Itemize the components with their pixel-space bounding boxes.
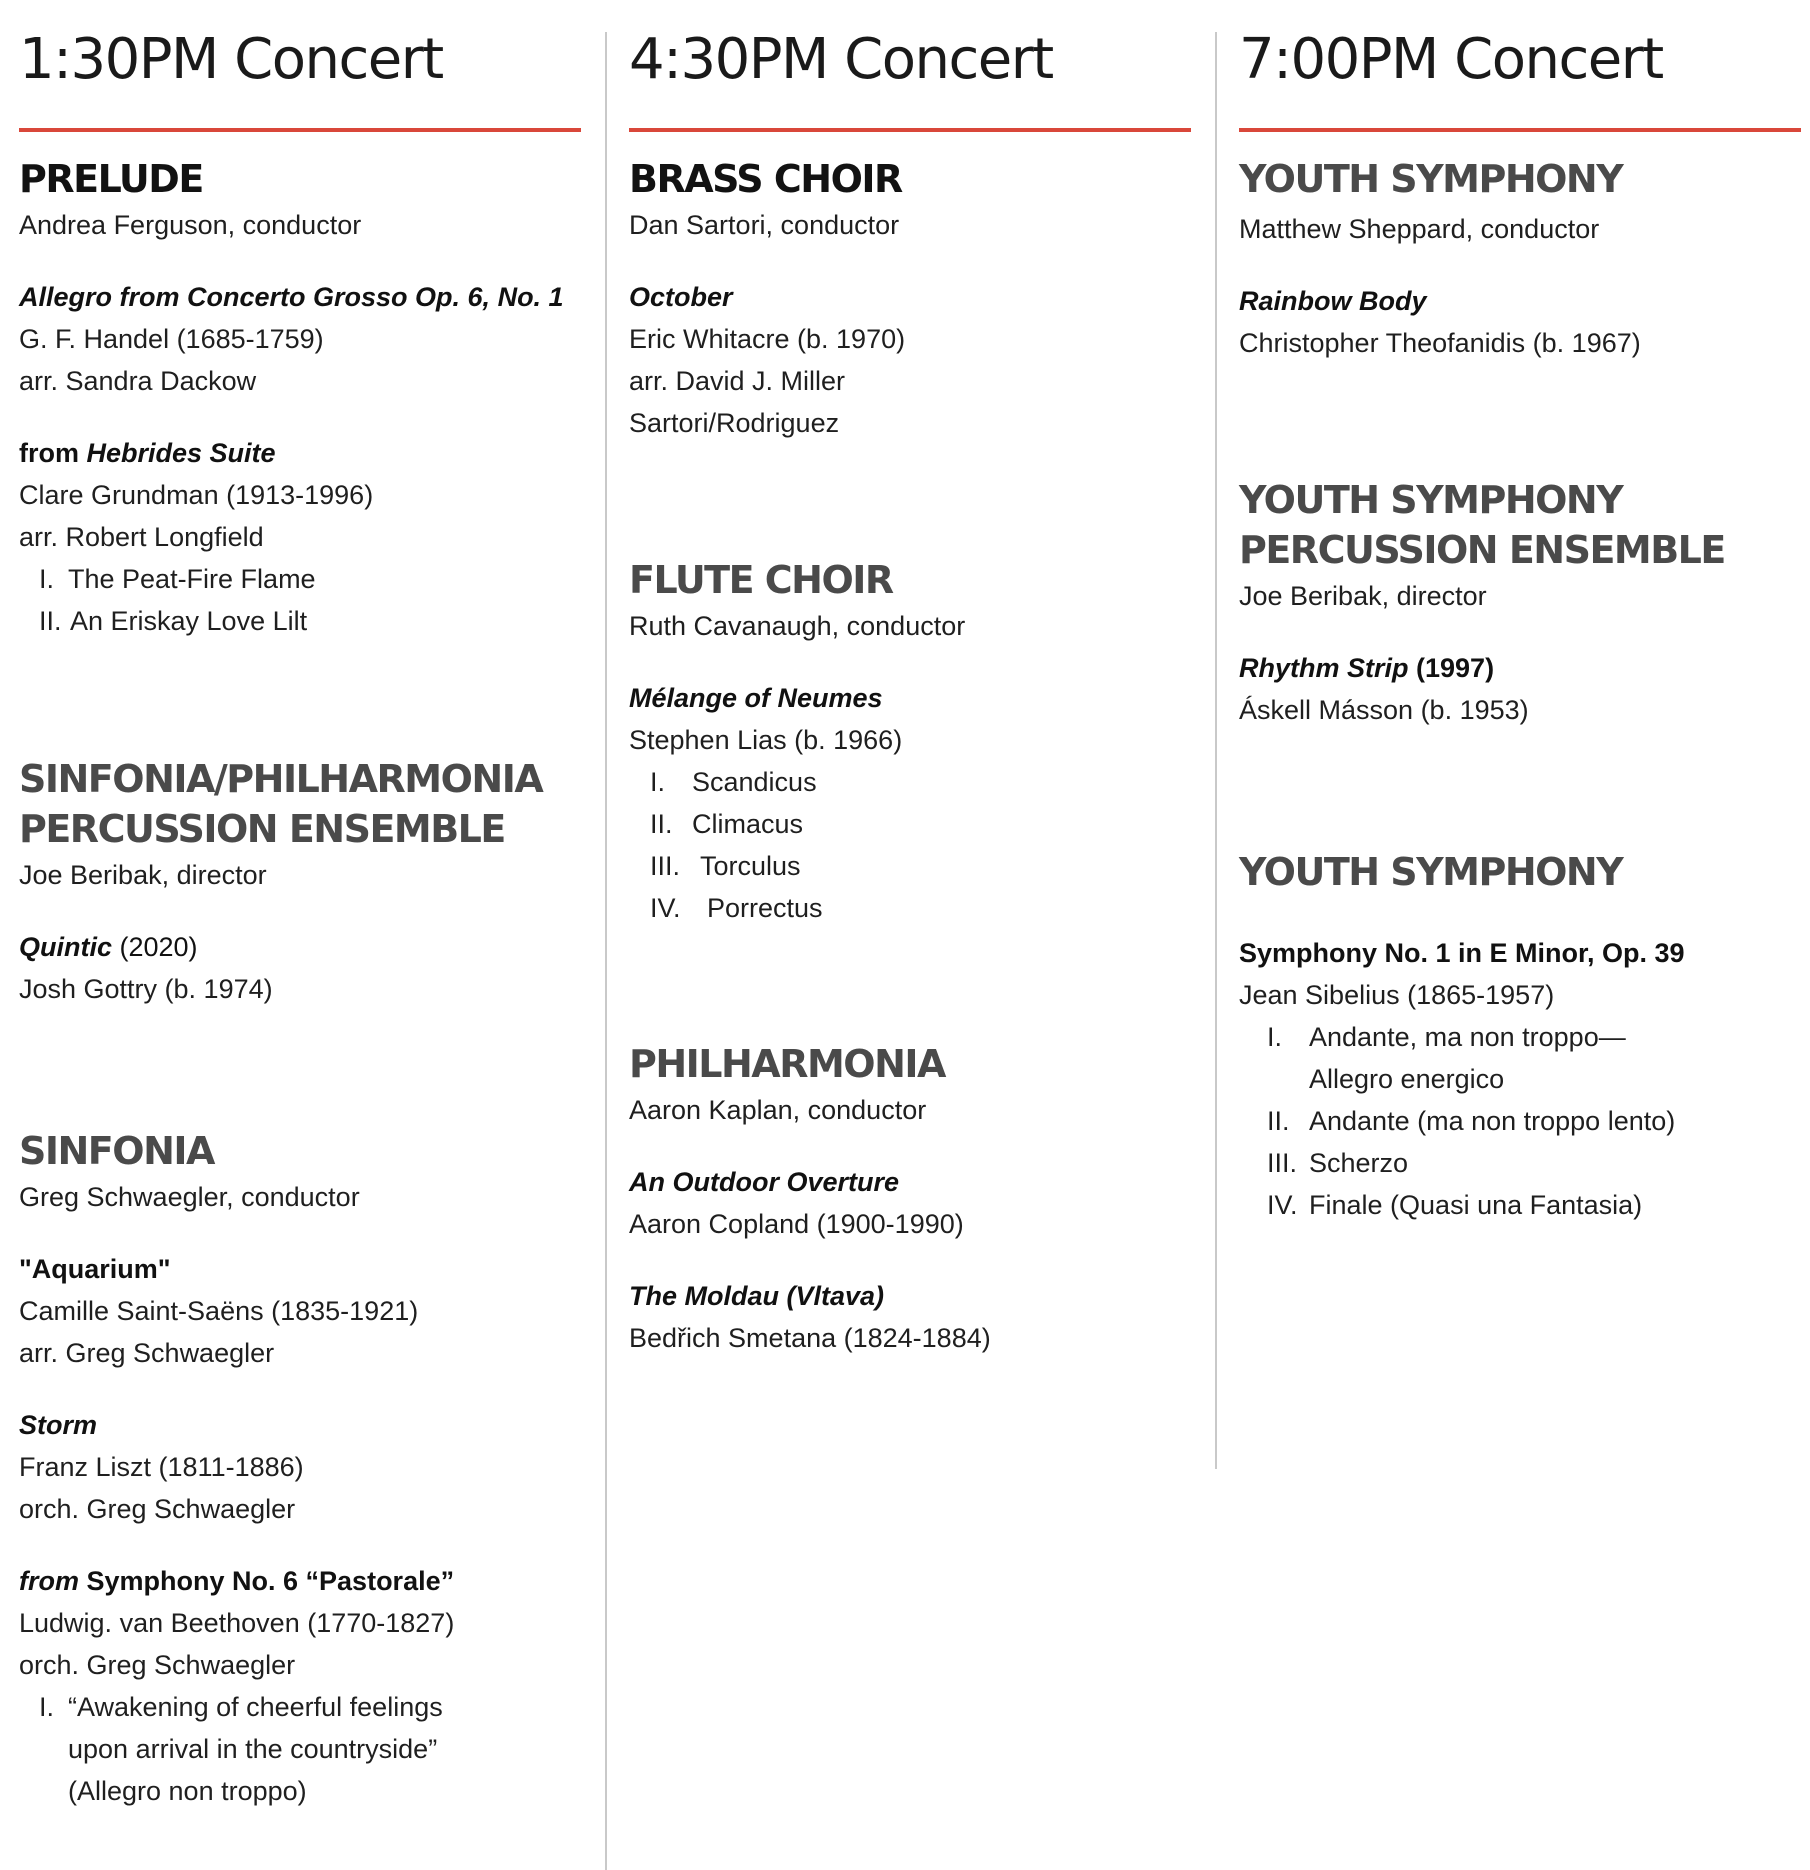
piece-title: Rainbow Body xyxy=(1239,286,1427,316)
column-divider xyxy=(1215,32,1217,1469)
piece-title: Mélange of Neumes xyxy=(629,683,883,713)
orchestrator: orch. Greg Schwaegler xyxy=(19,1650,296,1680)
arranger: arr. Robert Longfield xyxy=(19,522,264,552)
piece-title: Allegro from Concerto Grosso Op. 6, No. 1 xyxy=(19,282,564,312)
movement: III. Scherzo xyxy=(1267,1148,1409,1178)
ensemble-block-flute-choir xyxy=(629,555,1191,929)
concert-title: 7:00PM Concert xyxy=(1239,27,1663,92)
composer: Clare Grundman (1913-1996) xyxy=(19,480,374,510)
ensemble-name: PERCUSSION ENSEMBLE xyxy=(19,807,505,851)
leader: Aaron Kaplan, conductor xyxy=(629,1095,927,1125)
composer: Ludwig. van Beethoven (1770-1827) xyxy=(19,1608,455,1638)
ensemble-name: YOUTH SYMPHONY xyxy=(1239,850,1623,894)
composer: Eric Whitacre (b. 1970) xyxy=(629,324,906,354)
ensemble-name: SINFONIA xyxy=(19,1129,214,1173)
movement: upon arrival in the countryside” xyxy=(68,1734,438,1764)
movement: I. The Peat-Fire Flame xyxy=(39,564,316,594)
movement: IV. Finale (Quasi una Fantasia) xyxy=(1267,1190,1643,1220)
ensemble-block-sinfonia xyxy=(19,1126,581,1812)
ensemble-name: YOUTH SYMPHONY xyxy=(1239,157,1623,201)
ensemble-block-youth-percussion xyxy=(1239,475,1801,731)
composer: Aaron Copland (1900-1990) xyxy=(629,1209,964,1239)
piece-title: "Aquarium" xyxy=(19,1254,171,1284)
leader: Joe Beribak, director xyxy=(19,860,267,890)
movement: III. Torculus xyxy=(650,851,801,881)
ensemble-block-sinfonia-percussion xyxy=(19,754,581,1010)
piece-title: The Moldau (Vltava) xyxy=(629,1281,885,1311)
leader: Matthew Sheppard, conductor xyxy=(1239,214,1600,244)
composer: Josh Gottry (b. 1974) xyxy=(19,974,273,1004)
composer: Jean Sibelius (1865-1957) xyxy=(1239,980,1555,1010)
ensemble-name: PHILHARMONIA xyxy=(629,1042,945,1086)
title-rule xyxy=(19,128,581,132)
piece-title: from Symphony No. 6 “Pastorale” xyxy=(19,1566,455,1596)
piece-title: October xyxy=(629,282,733,312)
ensemble-name: BRASS CHOIR xyxy=(629,157,902,201)
movement: II. Climacus xyxy=(650,809,804,839)
arranger: Sartori/Rodriguez xyxy=(629,408,840,438)
title-rule xyxy=(1239,128,1801,132)
composer: Áskell Másson (b. 1953) xyxy=(1239,695,1529,725)
concert-title: 4:30PM Concert xyxy=(629,27,1053,92)
leader: Dan Sartori, conductor xyxy=(629,210,900,240)
piece-title: Quintic (2020) xyxy=(19,932,198,962)
composer: Stephen Lias (b. 1966) xyxy=(629,725,903,755)
ensemble-name: SINFONIA/PHILHARMONIA xyxy=(19,757,543,801)
piece-title: Symphony No. 1 in E Minor, Op. 39 xyxy=(1239,938,1685,968)
orchestrator: orch. Greg Schwaegler xyxy=(19,1494,296,1524)
ensemble-name: PERCUSSION ENSEMBLE xyxy=(1239,528,1725,572)
movement: I. Andante, ma non troppo— xyxy=(1267,1022,1626,1052)
ensemble-name: PRELUDE xyxy=(19,157,203,201)
ensemble-block-youth-symphony xyxy=(1239,154,1801,364)
arranger: arr. Sandra Dackow xyxy=(19,366,257,396)
piece-title: Storm xyxy=(19,1410,98,1440)
concert-title: 1:30PM Concert xyxy=(19,27,443,92)
movement: Allegro energico xyxy=(1309,1064,1505,1094)
ensemble-block-brass-choir xyxy=(629,154,1191,444)
composer: G. F. Handel (1685-1759) xyxy=(19,324,324,354)
movement: I. Scandicus xyxy=(650,767,817,797)
composer: Bedřich Smetana (1824-1884) xyxy=(629,1323,991,1353)
ensemble-block-youth-symphony-2 xyxy=(1239,847,1801,1226)
arranger: arr. Greg Schwaegler xyxy=(19,1338,275,1368)
movement: IV. Porrectus xyxy=(650,893,823,923)
leader: Greg Schwaegler, conductor xyxy=(19,1182,360,1212)
ensemble-name: YOUTH SYMPHONY xyxy=(1239,478,1623,522)
piece-title: An Outdoor Overture xyxy=(629,1167,900,1197)
arranger: arr. David J. Miller xyxy=(629,366,846,396)
composer: Franz Liszt (1811-1886) xyxy=(19,1452,304,1482)
ensemble-name: FLUTE CHOIR xyxy=(629,558,893,602)
movement: II. Andante (ma non troppo lento) xyxy=(1267,1106,1676,1136)
movement: II. An Eriskay Love Lilt xyxy=(39,606,308,636)
leader: Ruth Cavanaugh, conductor xyxy=(629,611,966,641)
title-rule xyxy=(629,128,1191,132)
composer: Christopher Theofanidis (b. 1967) xyxy=(1239,328,1641,358)
leader: Andrea Ferguson, conductor xyxy=(19,210,362,240)
ensemble-block-prelude xyxy=(19,154,581,642)
movement: I. “Awakening of cheerful feelings xyxy=(39,1692,443,1722)
column-divider xyxy=(605,32,607,1870)
piece-title: Rhythm Strip (1997) xyxy=(1239,653,1495,683)
composer: Camille Saint-Saëns (1835-1921) xyxy=(19,1296,419,1326)
leader: Joe Beribak, director xyxy=(1239,581,1487,611)
ensemble-block-philharmonia xyxy=(629,1039,1191,1359)
movement: (Allegro non troppo) xyxy=(68,1776,307,1806)
piece-title: from Hebrides Suite xyxy=(19,438,276,468)
